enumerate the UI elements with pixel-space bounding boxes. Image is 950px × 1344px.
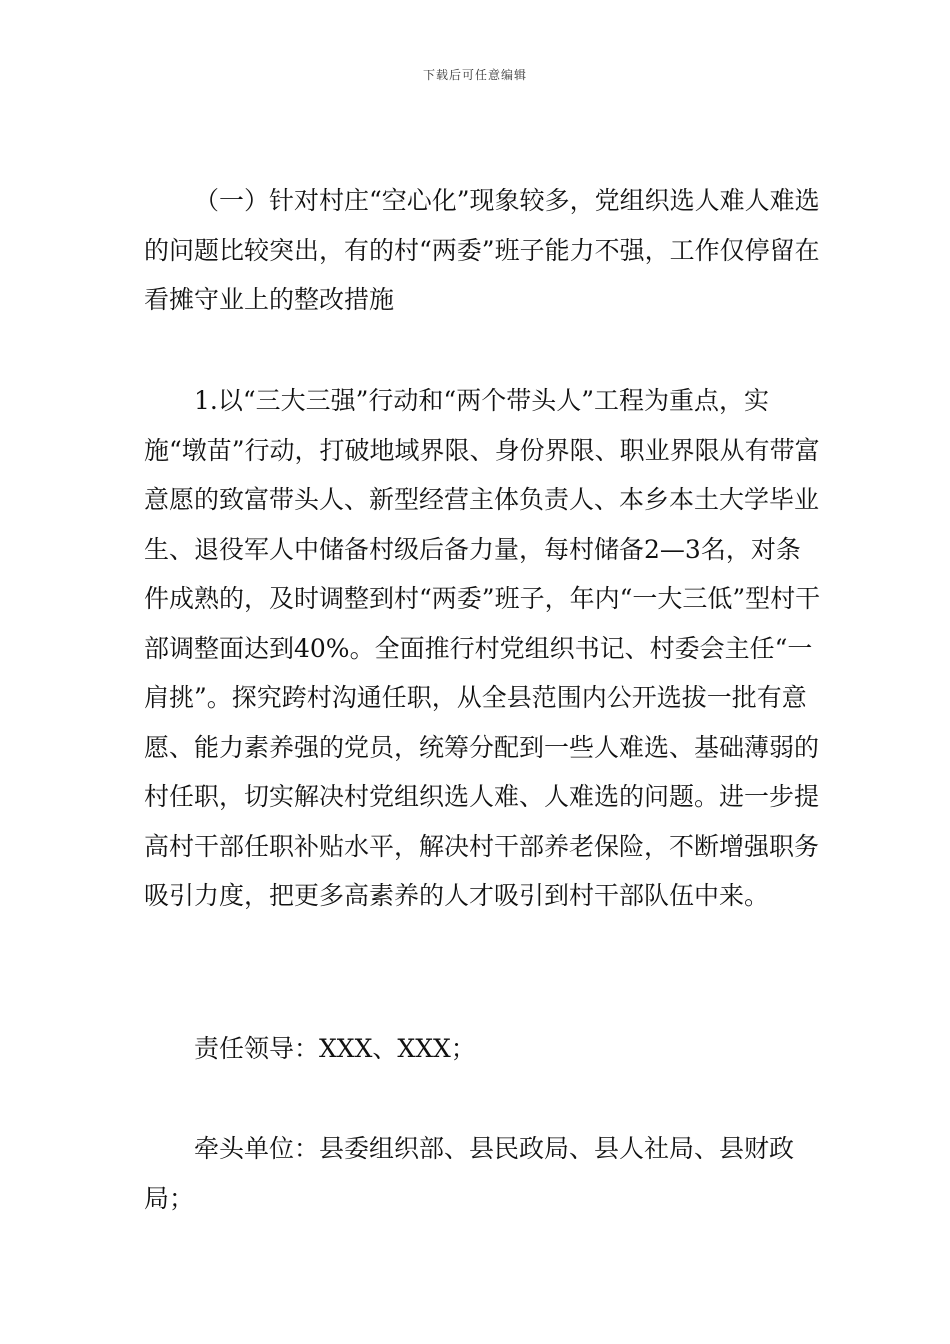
lead-unit: 牵头单位：县委组织部、县民政局、县人社局、县财政局； xyxy=(144,1134,795,1213)
responsible-leader: 责任领导：XXX、XXX； xyxy=(194,1034,476,1063)
header-note: 下载后可任意编辑 xyxy=(422,68,527,82)
section-heading: （一）针对村庄“空心化”现象较多，党组织选人难人难选的问题比较突出，有的村“两委”班子能力不强，工作仅停留在看摊守业上的整改措施 xyxy=(144,186,820,314)
paragraph-item-1: 1.以“三大三强”行动和“两个带头人”工程为重点，实施“墩苗”行动，打破地域界限、身份界限、职业界限从有带富意愿的致富带头人、新型经营主体负责人、本乡本土大学毕业生、退役军人中储备村级后备力量，每村储备2—3名，对条件成熟的，及时调整到村“两委”班子，年内“一大三低”型村干部调整面达到40%。全面推行村党组织书记、村委会主任“一肩挑”。探究跨村沟通任职，从全县范围内公开选拔一批有意愿、能力素养强的党员，统筹分配到一些人难选、基础薄弱的村任职，切实解决村党组织选人难、人难选的问题。进一步提高村干部任职补贴水平，解决村干部养老保险，不断增强职务吸引力度，把更多高素养的人才吸引到村干部队伍中来。 xyxy=(144,386,821,910)
